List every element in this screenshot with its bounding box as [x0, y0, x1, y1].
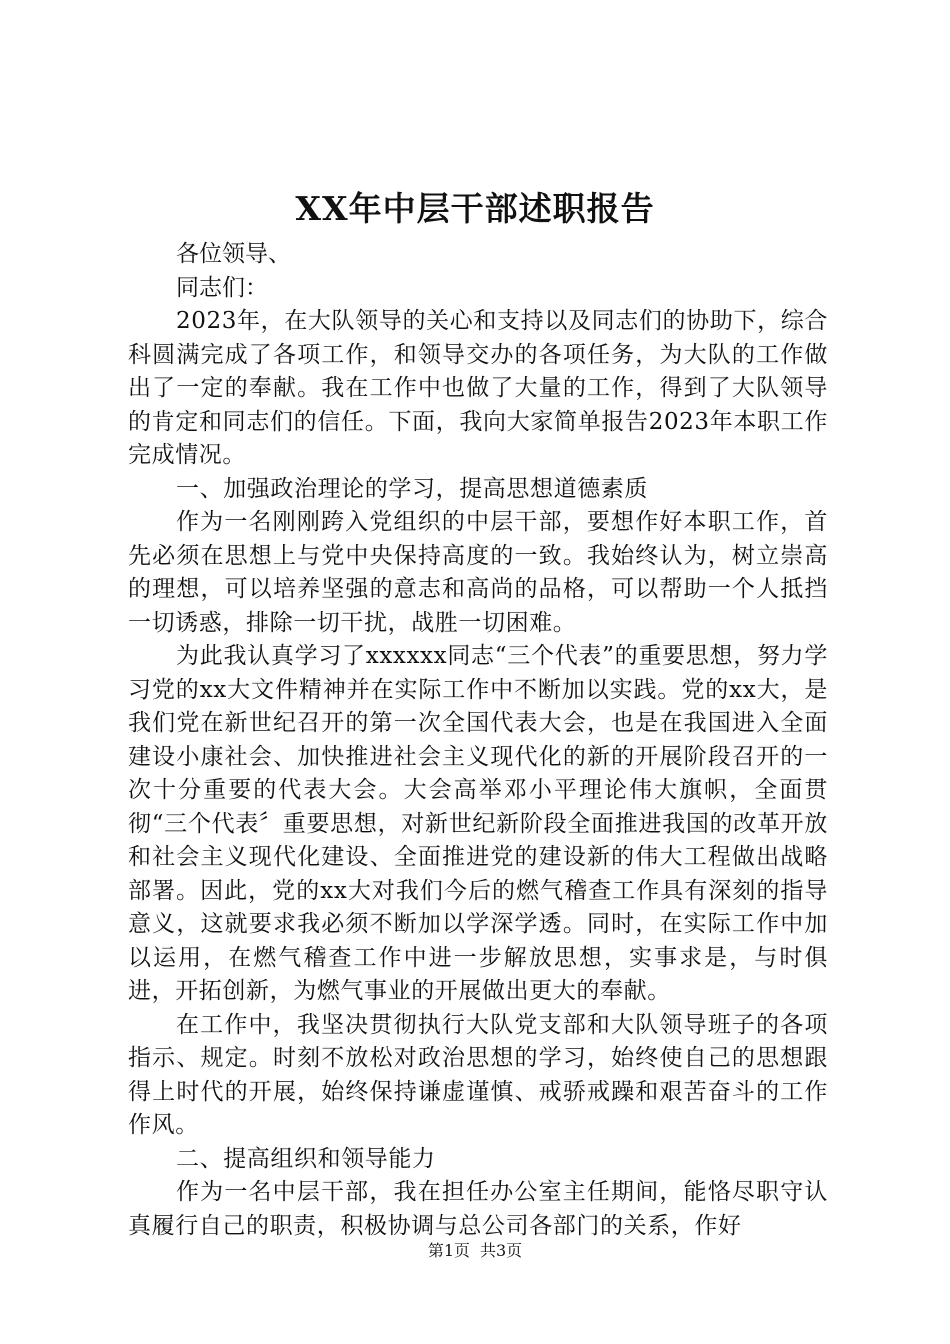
salutation-line: 各位领导、 [176, 241, 291, 267]
paragraph: 在工作中，我坚决贯彻执行大队党支部和大队领导班子的各项指示、规定。时刻不放松对政治思想的学习，始终使自己的思想跟得上时代的开展，始终保持谦虚谨慎、戒骄戒躁和艰苦奋斗的工作作风。 [128, 1011, 828, 1138]
paragraph: 为此我认真学习了xxxxxx同志“三个代表”的重要思想，努力学习党的xx大文件精神并在实际工作中不断加以实践。党的xx大，是我们党在新世纪召开的第一次全国代表大会，也是在我国进入全面建设小康社会、加快推进社会主义现代化的新的开展阶段召开的一次十分重要的代表大会。大会高举邓小平理论伟大旗帜，全面贯彻“三个代表〞重要思想，对新世纪新阶段全面推进我国的改革开放和社会主义现代化建设、全面推进党的建设新的伟大工程做出战略部署。因此，党的xx大对我们今后的燃气稽查工作具有深刻的指导意义，这就要求我必须不断加以学深学透。同时，在实际工作中加以运用，在燃气稽查工作中进一步解放思想，实事求是，与时俱进，开拓创新，为燃气事业的开展做出更大的奉献。 [128, 643, 828, 1004]
section-heading: 一、加强政治理论的学习，提高思想道德素质 [176, 475, 648, 502]
page-total: 共3页 [480, 1241, 523, 1260]
document-body [128, 238, 828, 1243]
page-number: 第1页 [427, 1241, 470, 1260]
salutation-line: 同志们： [176, 274, 268, 301]
page-footer [0, 1241, 950, 1261]
page-title: XX年中层干部述职报告 [295, 189, 655, 228]
section-heading: 二、提高组织和领导能力 [176, 1145, 436, 1172]
paragraph: 2023年，在大队领导的关心和支持以及同志们的协助下，综合科圆满完成了各项工作，和领导交办的各项任务，为大队的工作做出了一定的奉献。我在工作中也做了大量的工作，得到了大队领导的肯定和同志们的信任。下面，我向大家简单报告2023年本职工作完成情况。 [128, 308, 828, 468]
paragraph: 作为一名刚刚跨入党组织的中层干部，要想作好本职工作，首先必须在思想上与党中央保持高度的一致。我始终认为，树立崇高的理想，可以培养坚强的意志和高尚的品格，可以帮助一个人抵挡一切诱惑，排除一切干扰，战胜一切困难。 [128, 509, 828, 636]
paragraph: 作为一名中层干部，我在担任办公室主任期间，能恪尽职守认真履行自己的职责，积极协调与总公司各部门的关系，作好 [128, 1179, 828, 1239]
